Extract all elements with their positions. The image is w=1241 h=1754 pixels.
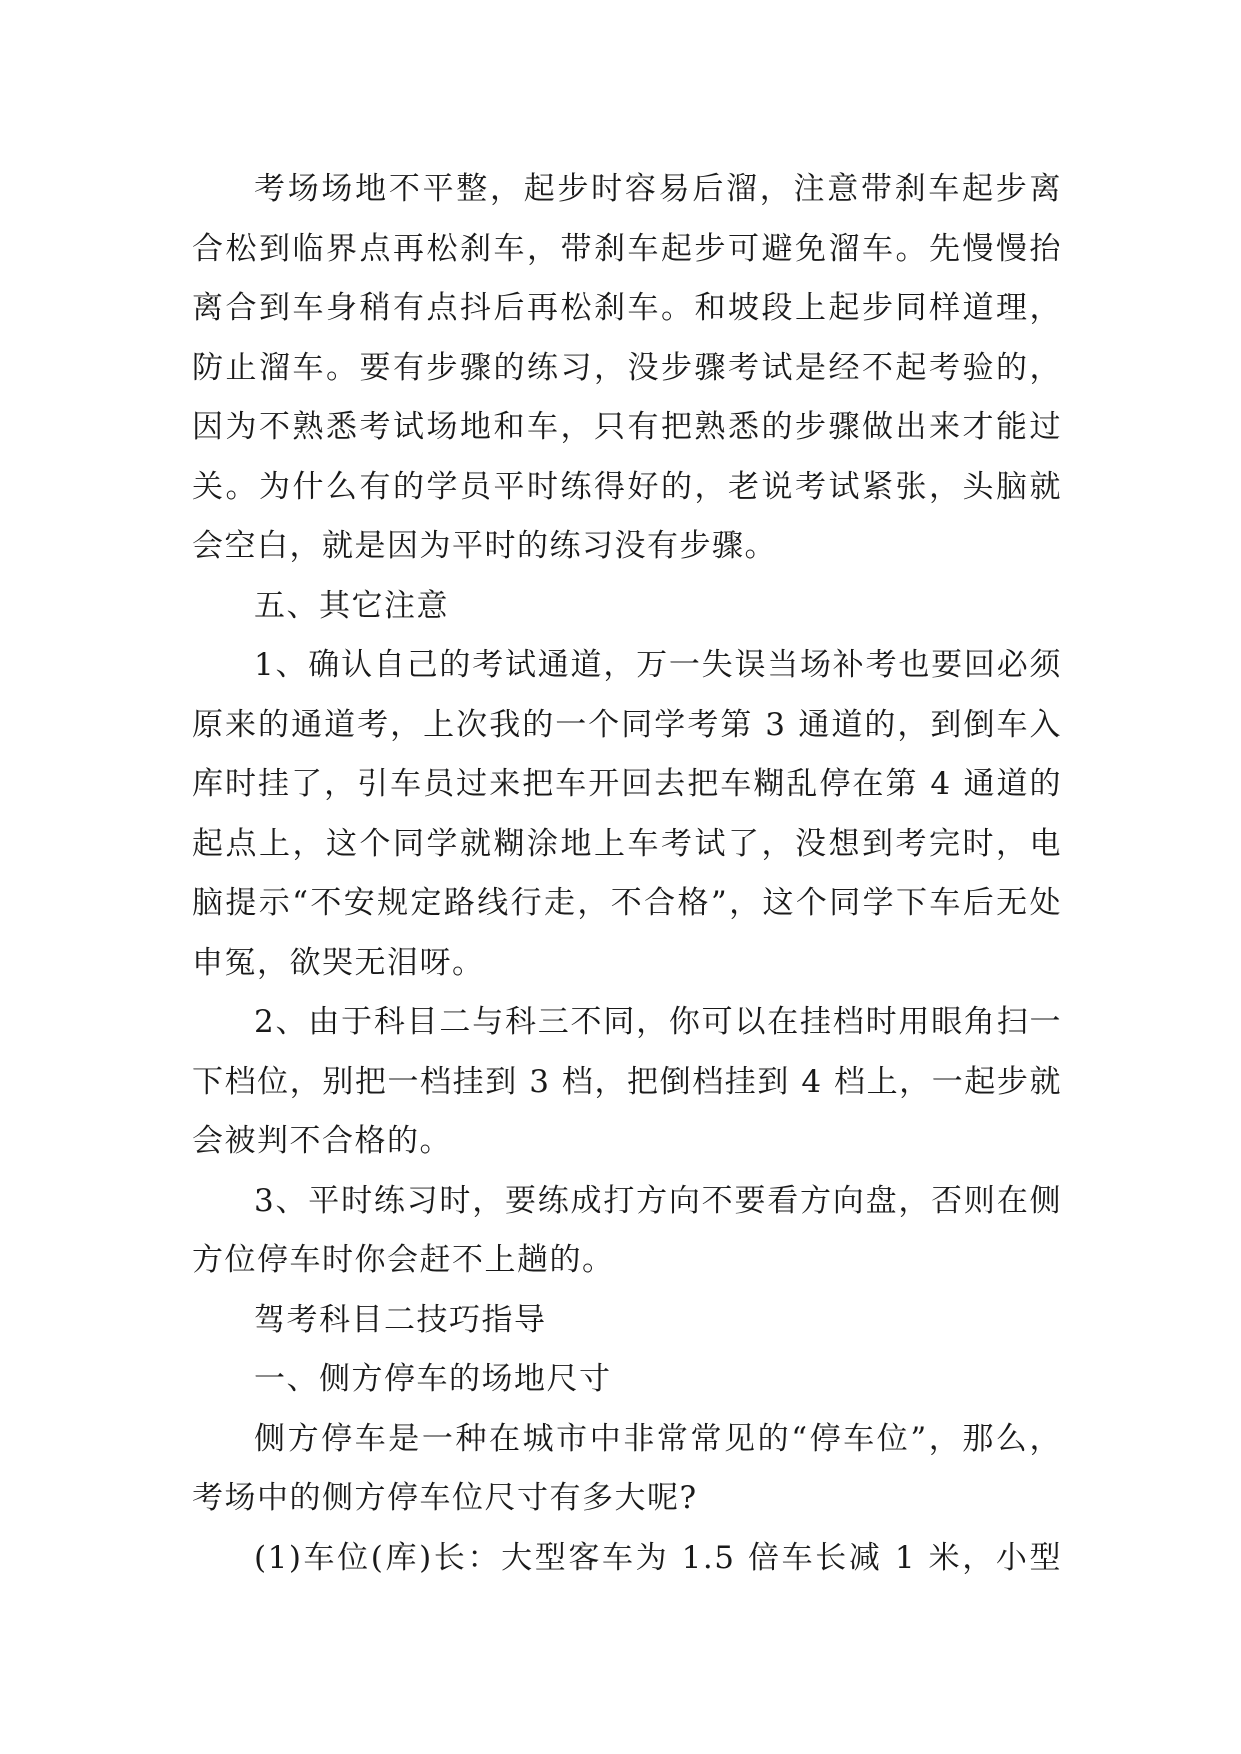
section-heading-other-notes: 五、其它注意: [254, 587, 449, 624]
paragraph-parking-length: (1)车位(库)长：大型客车为 1.5 倍车长减 1 米，小型: [254, 1539, 1062, 1576]
paragraph-side-parking-intro: 侧方停车是一种在城市中非常常见的“停车位”，那么，考场中的侧方停车位尺寸有多大呢?: [192, 1420, 1062, 1516]
paragraph-note-3: 3、平时练习时，要练成打方向不要看方向盘，否则在侧方位停车时你会赶不上趟的。: [192, 1182, 1062, 1278]
paragraph-note-2: 2、由于科目二与科三不同，你可以在挂档时用眼角扫一下档位，别把一档挂到 3 档，把倒档挂到 4 档上，一起步就会被判不合格的。: [192, 1004, 1062, 1159]
paragraph-note-1: 1、确认自己的考试通道，万一失误当场补考也要回必须原来的通道考，上次我的一个同学考第 3 通道的，到倒车入库时挂了，引车员过来把车开回去把车糊乱停在第 4 通道的起点上，这个同学就糊涂地上车考试了，没想到考完时，电脑提示“不安规定路线行走，不合格”，这个同学下车后无处申冤，欲哭无泪呀。: [192, 647, 1062, 981]
paragraph-exam-start-tips: 考场场地不平整，起步时容易后溜，注意带刹车起步离合松到临界点再松刹车，带刹车起步可避免溜车。先慢慢抬离合到车身稍有点抖后再松刹车。和坡段上起步同样道理，防止溜车。要有步骤的练习，没步骤考试是经不起考验的，因为不熟悉考试场地和车，只有把熟悉的步骤做出来才能过关。为什么有的学员平时练得好的，老说考试紧张，头脑就会空白，就是因为平时的练习没有步骤。: [192, 171, 1062, 564]
section-title-subject-two-guide: 驾考科目二技巧指导: [254, 1301, 547, 1338]
section-heading-side-parking-size: 一、侧方停车的场地尺寸: [254, 1361, 612, 1397]
document-body: [192, 160, 1062, 1588]
